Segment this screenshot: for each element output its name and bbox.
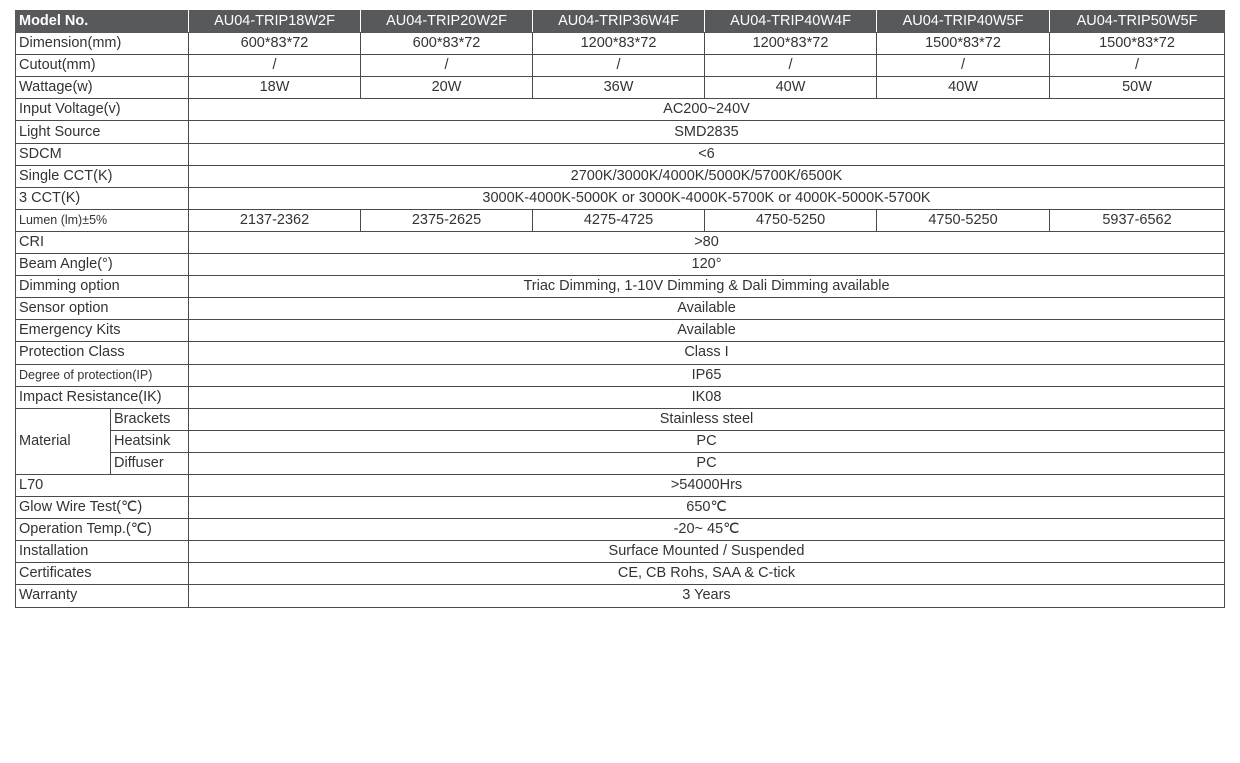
cell-value: 40W <box>705 77 877 99</box>
cell-value: 600*83*72 <box>361 33 533 55</box>
three-cct-row <box>16 187 1225 209</box>
sensor-option-row <box>16 298 1225 320</box>
warranty-row <box>16 585 1225 607</box>
cell-value: 1200*83*72 <box>533 33 705 55</box>
cell-value: 18W <box>189 77 361 99</box>
row-label: Impact Resistance(IK) <box>16 386 189 408</box>
input-voltage-row <box>16 99 1225 121</box>
row-label: CRI <box>16 231 189 253</box>
cell-value: 1500*83*72 <box>877 33 1050 55</box>
row-label: Emergency Kits <box>16 320 189 342</box>
row-label: Installation <box>16 541 189 563</box>
row-label: Cutout(mm) <box>16 55 189 77</box>
installation-row <box>16 541 1225 563</box>
ip-rating-row <box>16 364 1225 386</box>
cell-value: / <box>361 55 533 77</box>
single-cct-row <box>16 165 1225 187</box>
cell-value: IK08 <box>189 386 1225 408</box>
cell-value: 2137-2362 <box>189 209 361 231</box>
row-label: Single CCT(K) <box>16 165 189 187</box>
row-label: L70 <box>16 474 189 496</box>
sdcm-row <box>16 143 1225 165</box>
dimension-row <box>16 33 1225 55</box>
l70-row <box>16 474 1225 496</box>
cell-value: / <box>705 55 877 77</box>
header-row <box>16 11 1225 33</box>
cell-value: 50W <box>1050 77 1225 99</box>
cell-value: / <box>877 55 1050 77</box>
row-label: Wattage(w) <box>16 77 189 99</box>
row-label: 3 CCT(K) <box>16 187 189 209</box>
cell-value: Triac Dimming, 1-10V Dimming & Dali Dimming available <box>189 276 1225 298</box>
row-label: Protection Class <box>16 342 189 364</box>
model-header: AU04-TRIP50W5F <box>1050 11 1225 33</box>
beam-angle-row <box>16 254 1225 276</box>
row-label: Sensor option <box>16 298 189 320</box>
cell-value: 650℃ <box>189 497 1225 519</box>
cell-value: CE, CB Rohs, SAA & C-tick <box>189 563 1225 585</box>
certificates-row <box>16 563 1225 585</box>
cell-value: 2700K/3000K/4000K/5000K/5700K/6500K <box>189 165 1225 187</box>
material-label: Material <box>16 408 111 474</box>
model-header: AU04-TRIP20W2F <box>361 11 533 33</box>
cell-value: PC <box>189 452 1225 474</box>
emergency-kits-row <box>16 320 1225 342</box>
cell-value: AC200~240V <box>189 99 1225 121</box>
cell-value: 2375-2625 <box>361 209 533 231</box>
row-label: Certificates <box>16 563 189 585</box>
material-row <box>16 408 1225 430</box>
material-sub-label: Diffuser <box>111 452 189 474</box>
lumen-row <box>16 209 1225 231</box>
cri-row <box>16 231 1225 253</box>
cell-value: IP65 <box>189 364 1225 386</box>
cutout-row <box>16 55 1225 77</box>
cell-value: 4750-5250 <box>877 209 1050 231</box>
spec-table <box>15 10 1225 608</box>
cell-value: 4750-5250 <box>705 209 877 231</box>
cell-value: <6 <box>189 143 1225 165</box>
row-label: Lumen (lm)±5% <box>16 209 189 231</box>
cell-value: 5937-6562 <box>1050 209 1225 231</box>
model-header: AU04-TRIP18W2F <box>189 11 361 33</box>
row-label: Warranty <box>16 585 189 607</box>
ik-rating-row <box>16 386 1225 408</box>
cell-value: 1500*83*72 <box>1050 33 1225 55</box>
row-label: Dimension(mm) <box>16 33 189 55</box>
cell-value: / <box>533 55 705 77</box>
row-label: SDCM <box>16 143 189 165</box>
material-sub-label: Heatsink <box>111 430 189 452</box>
cell-value: 36W <box>533 77 705 99</box>
cell-value: Class I <box>189 342 1225 364</box>
wattage-row <box>16 77 1225 99</box>
row-label: Beam Angle(°) <box>16 254 189 276</box>
light-source-row <box>16 121 1225 143</box>
material-row <box>16 452 1225 474</box>
cell-value: >80 <box>189 231 1225 253</box>
material-row <box>16 430 1225 452</box>
model-header: AU04-TRIP40W4F <box>705 11 877 33</box>
cell-value: 1200*83*72 <box>705 33 877 55</box>
cell-value: 20W <box>361 77 533 99</box>
cell-value: 3000K-4000K-5000K or 3000K-4000K-5700K or 4000K-5000K-5700K <box>189 187 1225 209</box>
row-label: Light Source <box>16 121 189 143</box>
cell-value: 40W <box>877 77 1050 99</box>
row-label: Glow Wire Test(℃) <box>16 497 189 519</box>
model-header: AU04-TRIP40W5F <box>877 11 1050 33</box>
cell-value: Available <box>189 320 1225 342</box>
cell-value: 3 Years <box>189 585 1225 607</box>
cell-value: Surface Mounted / Suspended <box>189 541 1225 563</box>
row-label: Degree of protection(IP) <box>16 364 189 386</box>
cell-value: / <box>1050 55 1225 77</box>
protection-class-row <box>16 342 1225 364</box>
cell-value: SMD2835 <box>189 121 1225 143</box>
cell-value: 120° <box>189 254 1225 276</box>
cell-value: Available <box>189 298 1225 320</box>
cell-value: >54000Hrs <box>189 474 1225 496</box>
cell-value: -20~ 45℃ <box>189 519 1225 541</box>
row-label: Input Voltage(v) <box>16 99 189 121</box>
row-label: Operation Temp.(℃) <box>16 519 189 541</box>
cell-value: 4275-4725 <box>533 209 705 231</box>
cell-value: / <box>189 55 361 77</box>
dimming-option-row <box>16 276 1225 298</box>
model-header: AU04-TRIP36W4F <box>533 11 705 33</box>
model-no-header: Model No. <box>16 11 189 33</box>
cell-value: PC <box>189 430 1225 452</box>
row-label: Dimming option <box>16 276 189 298</box>
cell-value: Stainless steel <box>189 408 1225 430</box>
cell-value: 600*83*72 <box>189 33 361 55</box>
material-sub-label: Brackets <box>111 408 189 430</box>
operation-temp-row <box>16 519 1225 541</box>
glow-wire-row <box>16 497 1225 519</box>
